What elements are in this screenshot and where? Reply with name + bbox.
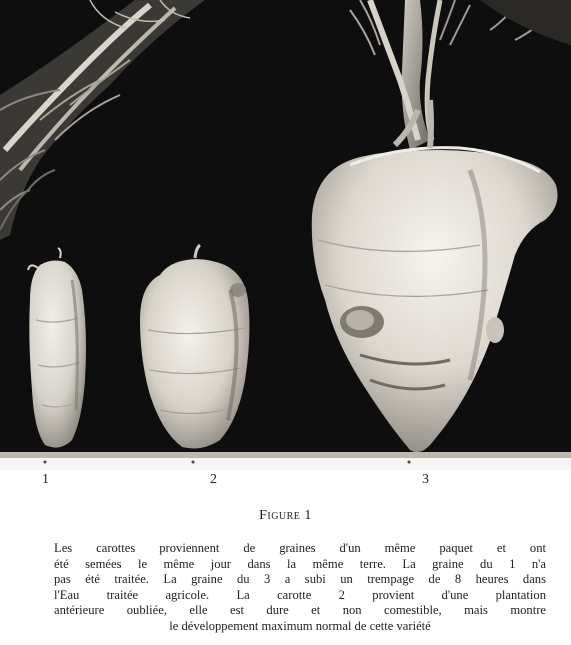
label-carrot-2: 2 <box>210 472 217 487</box>
caption-line: le développement maximum normal de cette variété <box>169 618 431 633</box>
caption-line: antérieure oubliée, elle est dure et non comestible, mais montre <box>54 603 546 617</box>
caption-line: été semées le même jour dans la même terre. La graine du 1 n'a <box>54 556 546 571</box>
carrot-1 <box>28 248 86 448</box>
label-carrot-1: 1 <box>42 472 49 487</box>
figure-title: Figure 1 <box>259 508 312 523</box>
caption-line: Les carottes proviennent de graines d'un même paquet et ont <box>54 541 546 555</box>
caption-line: l'Eau traitée agricole. La carotte 2 provient d'une plantation <box>54 587 546 602</box>
table-edge <box>0 452 571 458</box>
label-carrot-3: 3 <box>422 472 429 487</box>
caption-line: pas été traitée. La graine du 3 a subi un trempage de 8 heures dans <box>54 572 546 586</box>
figure-caption <box>54 541 546 634</box>
